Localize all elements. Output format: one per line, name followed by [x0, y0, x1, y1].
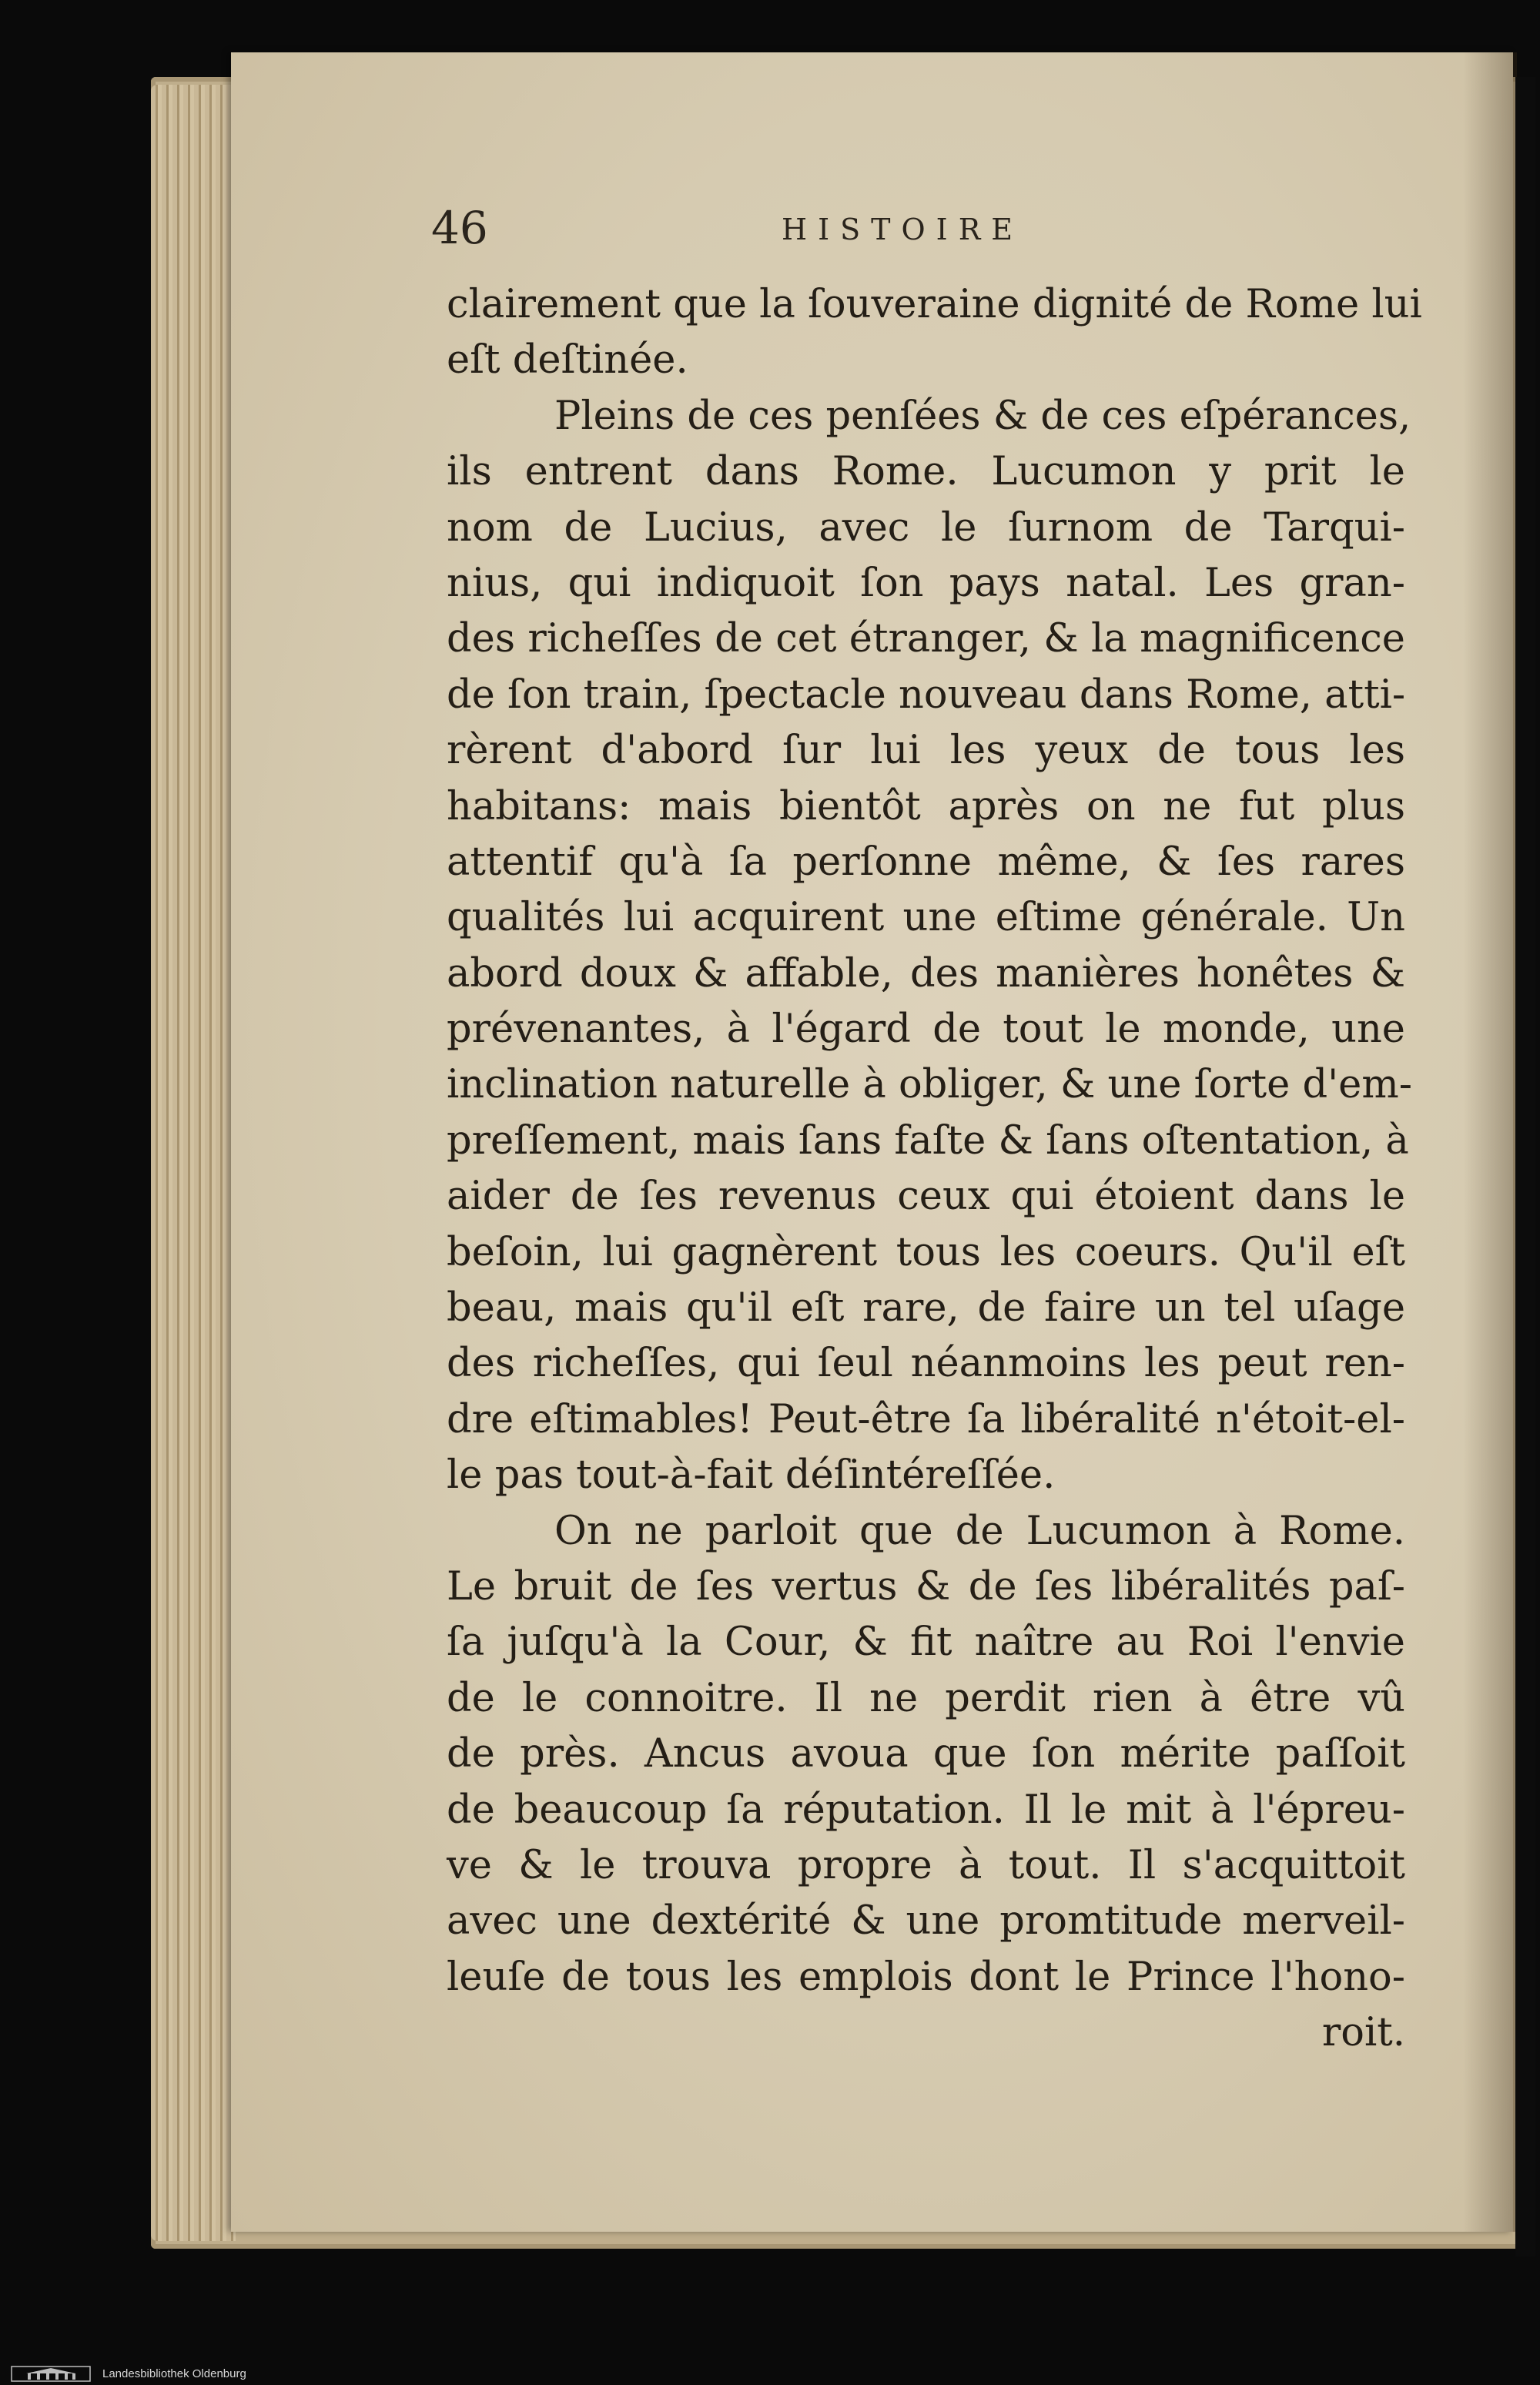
- text-line: de beaucoup ſa réputation. Il le mit à l'épreu-: [447, 1787, 1405, 1833]
- text-line: des richeſſes de cet étranger, & la magnificence: [447, 616, 1405, 662]
- library-logo-icon: [11, 2365, 91, 2383]
- page-number: 46: [431, 202, 488, 254]
- text-line: leuſe de tous les emplois dont le Prince l'hono-: [447, 1954, 1405, 2000]
- text-line: des richeſſes, qui ſeul néanmoins les peut ren-: [447, 1341, 1405, 1387]
- text-line: preſſement, mais ſans faſte & ſans oſtentation, à: [447, 1117, 1409, 1164]
- catchword: roit.: [1321, 2010, 1405, 2056]
- text-line: dre eſtimables! Peut-être ſa libéralité n'étoit-el-: [447, 1396, 1405, 1442]
- body-text: [447, 277, 1422, 2062]
- running-title: HISTOIRE: [782, 213, 1024, 246]
- text-line: ils entrent dans Rome. Lucumon y prit le: [447, 449, 1405, 495]
- text-line: attentif qu'à ſa perſonne même, & ſes rares: [447, 839, 1405, 885]
- text-line: abord doux & affable, des manières honêtes &: [447, 950, 1405, 997]
- text-line: On ne parloit que de Lucumon à Rome.: [554, 1508, 1405, 1554]
- text-line: de ſon train, ſpectacle nouveau dans Rome, atti-: [447, 672, 1406, 718]
- text-line: le pas tout-à-fait déſintéreſſée.: [447, 1452, 1056, 1499]
- text-line: inclination naturelle à obliger, & une ſorte d'em-: [447, 1062, 1412, 1108]
- spine-shadow: [1463, 52, 1517, 2232]
- text-line: beau, mais qu'il eſt rare, de faire un tel uſage: [447, 1285, 1405, 1332]
- book-right-edge: [1515, 77, 1535, 2256]
- text-line: prévenantes, à l'égard de tout le monde, une: [447, 1007, 1405, 1053]
- text-line: Pleins de ces penſées & de ces eſpérances,: [554, 393, 1411, 439]
- text-line: qualités lui acquirent une eſtime générale. Un: [447, 895, 1405, 941]
- text-line: rèrent d'abord ſur lui les yeux de tous les: [447, 728, 1405, 774]
- text-line: eſt deſtinée.: [447, 337, 688, 384]
- text-line: nius, qui indiquoit ſon pays natal. Les gran-: [447, 560, 1405, 606]
- text-line: beſoin, lui gagnèrent tous les coeurs. Qu'il eſt: [447, 1229, 1405, 1275]
- text-line: de près. Ancus avoua que ſon mérite paſſoit: [447, 1731, 1405, 1777]
- text-line: clairement que la ſouveraine dignité de Rome lui: [447, 282, 1422, 327]
- page-edges: [151, 85, 236, 2241]
- text-line: habitans: mais bientôt après on ne fut plus: [447, 783, 1405, 829]
- text-line: nom de Lucius, avec le ſurnom de Tarqui-: [447, 504, 1405, 551]
- text-line: de le connoitre. Il ne perdit rien à être vû: [447, 1675, 1405, 1721]
- text-line: avec une dextérité & une promtitude merveil-: [447, 1898, 1405, 1945]
- library-name: Landesbibliothek Oldenburg: [102, 2367, 246, 2380]
- text-line: ve & le trouva propre à tout. Il s'acquittoit: [447, 1842, 1405, 1888]
- text-line: ſa juſqu'à la Cour, & fit naître au Roi l'envie: [447, 1620, 1405, 1666]
- text-line: aider de ſes revenus ceux qui étoient dans le: [447, 1174, 1405, 1220]
- text-line: Le bruit de ſes vertus & de ſes libéralités paſ-: [447, 1563, 1405, 1610]
